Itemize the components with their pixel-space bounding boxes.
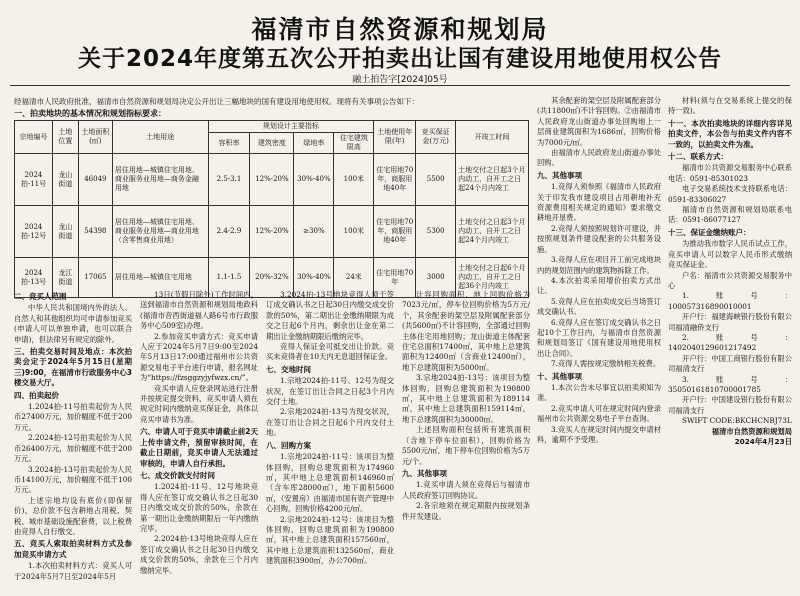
cell-far: 1.1-1.5 — [208, 258, 250, 298]
section-1-heading: 一、拍卖地块的基本情况和规划指标要求： — [14, 109, 166, 118]
paragraph: 3.竞买人在规定时间内提交申请材料，逾期不予受理。 — [537, 424, 661, 444]
paragraph: 2.参加竞买申请方式：竞买申请人应于2024年5月7日9:00至2024年5月13日17:00通过福州市公共资源交易电子平台进行申请，报名网址为“https://fzsggzyjyfwzx.cn/”。 — [140, 331, 258, 383]
paragraph: 竞得人保证金可抵交出让价款。竞买未竞得者在10天内无息退回保证金。 — [266, 342, 394, 362]
cell-no: 2024拍-13号 — [15, 258, 53, 298]
signature-line: 2024年4月23日 — [734, 437, 792, 446]
cell-no: 2024拍-11号 — [15, 154, 53, 206]
section-heading: 七、成交价款支付时间 — [140, 470, 215, 480]
paragraph: 1.宗地2024拍-11号：该项目为整体回购，回购总建筑面积为174960㎡，其中地上总建筑面积146960㎡（含车库28000㎡），地下面积5600㎡，（安置房）由福清市国有资产管理中心回购，回购价格4200元/㎡。 — [266, 452, 394, 514]
paragraph: 2.竞买申请人可在规定时间内登录福州市公共资源交易电子平台查询。 — [537, 403, 661, 424]
table-row — [15, 206, 529, 258]
cell-height: 100米 — [334, 206, 374, 258]
header-divider — [10, 85, 790, 86]
cell-far: 2.5-3.1 — [208, 154, 250, 206]
paragraph: 2.各宗地须在规定期限内按规划条件开发建设。 — [402, 501, 530, 521]
paragraph: 2.账号：1402040129601217492 — [668, 332, 792, 353]
paragraph: 1.本次公告未尽事宜以拍卖须知为准。 — [537, 382, 661, 403]
section-heading: 四、拍卖起价 — [14, 390, 59, 400]
section-heading: 三、拍卖交易时间及地点：本次拍卖会定于2024年5月15日(星期三)9:00，在福清市行政服务中心3楼交易大厅。 — [14, 347, 132, 388]
cell-deposit: 5500 — [416, 154, 456, 206]
announcement-issuer-title: 福清市自然资源和规划局 — [251, 15, 549, 44]
cell-deposit: 3000 — [416, 258, 456, 298]
paragraph: 3.宗地2024拍-13号：该项目为整体回购，回购总建筑面积为190800㎡，其中地上总建筑面积为189114㎡，其中地上总建筑面积159114㎡，地下总建筑面积为30000㎡。 — [402, 373, 530, 424]
col-header-deposit: 竞买保证金(万元) — [416, 121, 456, 154]
section-heading: 十二、联系方式： — [668, 152, 728, 162]
paragraph: 2.竞得人须按照规划许可建设，并按照规划条件建设配套的公共服务设施。 — [537, 223, 661, 254]
paragraph: 1.2024拍-11号拍卖起价为人民币27400万元，加价幅度不低于200万元。 — [14, 402, 132, 432]
section-heading: 九、其他事项 — [402, 468, 447, 478]
paragraph: 2.2024拍-12号拍卖起价为人民币26400万元，加价幅度不低于200万元。 — [14, 433, 132, 464]
paragraph: 2.2024拍-13号地块竞得人应在签订成交确认书之日起30日内缴交成交价款的50%，余款在三个月内缴纳完毕。 — [140, 534, 258, 575]
paragraph: 3.2024拍-13号地块竞得人须于签订成交确认书之日起30日内缴交成交价款的50%，第二期出让金缴纳期限为成交之日起6个月内，剩余出让金在第二期出让金缴纳期限后缴纳完毕。 — [266, 290, 394, 341]
paragraph: 其余配套的架空层及附属配套部分(共11800㎡)不计容回购。②由福清市人民政府龙山街道办事处回购地上一层商业建筑面积为1686㎡，回购价格为7000元/㎡。 — [537, 96, 661, 147]
text-column-4 — [402, 290, 530, 590]
paragraph: 开户行：中国工商银行股份有限公司福清支行 — [668, 353, 792, 374]
section-heading: 九、其他事项 — [537, 170, 582, 180]
text-column-6 — [668, 96, 792, 590]
section-heading: 七、交地时间 — [266, 364, 311, 374]
section-heading: 十三、保证金缴纳账户： — [668, 227, 751, 237]
paragraph: 材料(须与在交易系统上提交的保持一致)。 — [668, 96, 792, 116]
cell-use: 居住用地—城镇住宅用地、商业服务业用地—商业用地（含零售商业用地） — [112, 206, 208, 258]
cell-loc: 龙江街道 — [52, 258, 78, 298]
cell-green: 30%-40% — [294, 258, 334, 298]
intro-paragraph: 经福清市人民政府批准，福清市自然资源和规划局决定公开出让三幅地块的国有建设用地使用权。现将有关事项公告如下： — [14, 97, 419, 106]
col-header-loc: 土地位置 — [52, 121, 78, 154]
paragraph: 上述宗地均设有底价(即保留价)，总价款不包含耕地占用税、契税、城市基础设施配套费，以上税费由竞得人自行缴交。 — [14, 495, 132, 536]
paragraph: 户名：福清市公共资源交易服务中心 — [668, 270, 792, 290]
col-header-green: 绿地率 — [294, 133, 334, 154]
paragraph: 1.竞买申请人须在竞得后与福清市人民政府签订回购协议。 — [402, 480, 530, 500]
cell-dev: 土地交付之日起3个月内动工，自开工之日起24个月内竣工 — [456, 154, 529, 206]
paragraph: 开户行：福建海峡银行股份有限公司福清融侨支行 — [668, 312, 792, 332]
section-heading: 六、申请人可于竞买申请截止前2天上传申请文件，预留审核时间，在截止日期前，竞买申请人无法通过审核的，申请人自行承担。 — [140, 427, 258, 468]
cell-area: 17065 — [78, 258, 112, 298]
cell-dev: 土地交付之日起3个月内动工，自开工之日起24个月内竣工 — [456, 206, 529, 258]
table-row — [15, 154, 529, 206]
text-column-2 — [140, 290, 258, 590]
cell-density: 12%-20% — [250, 206, 294, 258]
text-column-3 — [266, 290, 394, 590]
col-header-height: 住宅建筑限高 — [334, 133, 374, 154]
text-column-1 — [14, 290, 132, 590]
text-column-5 — [537, 96, 661, 590]
cell-density: 12%-20% — [250, 154, 294, 206]
section-heading: 二、竞买人范围 — [14, 292, 67, 301]
paragraph: 福清市自然资源和规划局联系电话：0591-86077127 — [668, 205, 792, 225]
cell-term: 住宅用地70年，商服用地40年 — [374, 206, 416, 258]
section-heading: 八、回购方案 — [266, 440, 311, 450]
parcel-table — [14, 120, 529, 298]
col-header-term: 土地使用年限(年) — [374, 121, 416, 154]
section-heading: 五、竞买人索取拍卖材料方式及参加竞买申请方式 — [14, 539, 132, 559]
paragraph: 4.本次拍卖采用增价拍卖方式出让。 — [537, 275, 661, 296]
paragraph: 中华人民共和国境内外的法人、自然人和其他组织均可申请参加竞买(申请人可以单独申请，也可以联合申请)，但法律另有规定的除外。 — [14, 303, 132, 344]
cell-green: 30%-40% — [294, 154, 334, 206]
paragraph: 为推动我市数字人民币试点工作，竞买申请人可以数字人民币形式缴纳竞买保证金。 — [668, 239, 792, 270]
paragraph: 1.竞得人须参照《福清市人民政府关于印发我市建设项目占用耕地补充资源费用相关规定的通知》要求缴交耕地开垦费。 — [537, 182, 661, 223]
paragraph: 电子交易系统技术支持联系电话：0591-83306027 — [668, 184, 792, 204]
col-header-density: 建筑密度 — [250, 133, 294, 154]
paragraph: 由福清市人民政府龙山街道办事处回购。 — [537, 148, 661, 168]
paragraph: 福清市公共资源交易服务中心联系电话：0591-85301023 — [668, 163, 792, 183]
cell-loc: 龙山街道 — [52, 206, 78, 258]
cell-green: ≥30% — [294, 206, 334, 258]
cell-loc: 龙山街道 — [52, 154, 78, 206]
paragraph: 1.账号：100057316890010001 — [668, 291, 792, 311]
cell-term: 住宅用地70年，商服用地40年 — [374, 154, 416, 206]
paragraph: 2.宗地2024拍-12号：该项目为整体回购，回购总建筑面积为190800㎡，其中地上总建筑面积157560㎡，其中地上总建筑面积132560㎡，商业建筑面积3900㎡，办公700㎡。 — [266, 514, 394, 566]
paragraph: 上述回购面积包括所有建筑面积（含地下停车位面积），回购价格为5500元/㎡，地下停车位回购价格为5万元/个。 — [402, 425, 530, 466]
col-header-area: 土地面积(㎡) — [78, 121, 112, 154]
paragraph: 1.宗地2024拍-11号、12号为现交状况，在签订出让合同之日起3个月内交付土地。 — [266, 376, 394, 407]
paragraph: 1.2024拍-11号、12号地块竞得人应在签订成交确认书之日起30日内缴交成交价款的50%，余款在第一期出让金缴纳期限后一年内缴纳完毕。 — [140, 482, 258, 533]
paragraph: 竞买申请人应登录网站进行注册并按规定提交资料，竞买申请人须在规定时间内缴纳竞买保证金，具体以竞买申请书为准。 — [140, 383, 258, 424]
cell-area: 46049 — [78, 154, 112, 206]
col-header-dev: 开竣工时间 — [456, 121, 529, 154]
cell-density: 20%-32% — [250, 258, 294, 298]
table-header-row — [15, 121, 529, 133]
paragraph: 3.2024拍-13号拍卖起价为人民币14100万元，加价幅度不低于100万元。 — [14, 464, 132, 495]
col-header-plan: 规划设计主要指标 — [208, 121, 374, 133]
paragraph: 13日(节假日除外)工作时间内，送到福清市自然资源和规划局地政科(福清市音西街道福人路6号市行政服务中心509室)办理。 — [140, 290, 258, 331]
paragraph: 计容回购面积，地上回购价格为7023元/㎡，停车位回购价格为5万元/个，其余配套的架空层及附属配套部分(共5600㎡)不计容回购，全部通过回购主体住宅用地回购；龙山街道主体配套住宅总面积17400㎡，其中地上总建筑面积为12400㎡（含商业12400㎡），地下总建筑面积为5000㎡。 — [402, 290, 530, 372]
paragraph: 1.本次拍卖材料方式：竞买人可于2024年5月7日至2024年5月 — [14, 561, 132, 581]
paragraph: 5.竞得人应在拍卖成交后当场签订成交确认书。 — [537, 296, 661, 317]
col-header-far: 容积率 — [208, 133, 250, 154]
paragraph: 2.宗地2024拍-13号为现交状况，在签订出让合同之日起6个月内交付土地。 — [266, 407, 394, 438]
cell-term: 住宅用地70年 — [374, 258, 416, 298]
col-header-no: 宗地编号 — [15, 121, 53, 154]
paragraph: 开户行：中国建设银行股份有限公司福清支行 — [668, 395, 792, 415]
paragraph: 6.竞得人应在签订成交确认书之日起10个工作日内，与福清市自然资源和规划局签订《国有建设用地使用权出让合同》。 — [537, 317, 661, 358]
cell-area: 54398 — [78, 206, 112, 258]
col-header-use: 土地用途 — [112, 121, 208, 154]
paragraph: SWIFT CODE:BKCHCNBJ73L — [682, 416, 792, 426]
signature-line: 福清市自然资源和规划局 — [711, 426, 792, 436]
cell-height: 24米 — [334, 258, 374, 298]
cell-far: 2.4-2.9 — [208, 206, 250, 258]
cell-use: 居住用地—城镇住宅用地、商业服务业用地—商务金融用地 — [112, 154, 208, 206]
document-number: 融土拍告字[2024]05号 — [352, 75, 448, 85]
cell-dev: 土地交付之日起6个月内动工，自开工之日起36个月内竣工 — [456, 258, 529, 298]
announcement-title: 关于2024年度第五次公开拍卖出让国有建设用地使用权公告 — [77, 46, 722, 72]
section-heading: 十、其他事项 — [537, 371, 582, 381]
cell-deposit: 5300 — [416, 206, 456, 258]
cell-height: 100米 — [334, 154, 374, 206]
paragraph: 3.账号：35050161810700001785 — [668, 374, 792, 394]
cell-no: 2024拍-12号 — [15, 206, 53, 258]
section-heading: 十一、本次拍卖地块的详细内容详见拍卖文件，本公告与拍卖文件内容不一致的，以拍卖文件为准。 — [668, 118, 792, 149]
cell-use: 居住用地—城镇住宅用地 — [112, 258, 208, 298]
paragraph: 3.竞得人应在项目开工前完成地块内的规划范围内的建筑物拆除工作。 — [537, 255, 661, 275]
paragraph: 7.竞得人需按规定缴纳相关税费。 — [551, 359, 661, 369]
